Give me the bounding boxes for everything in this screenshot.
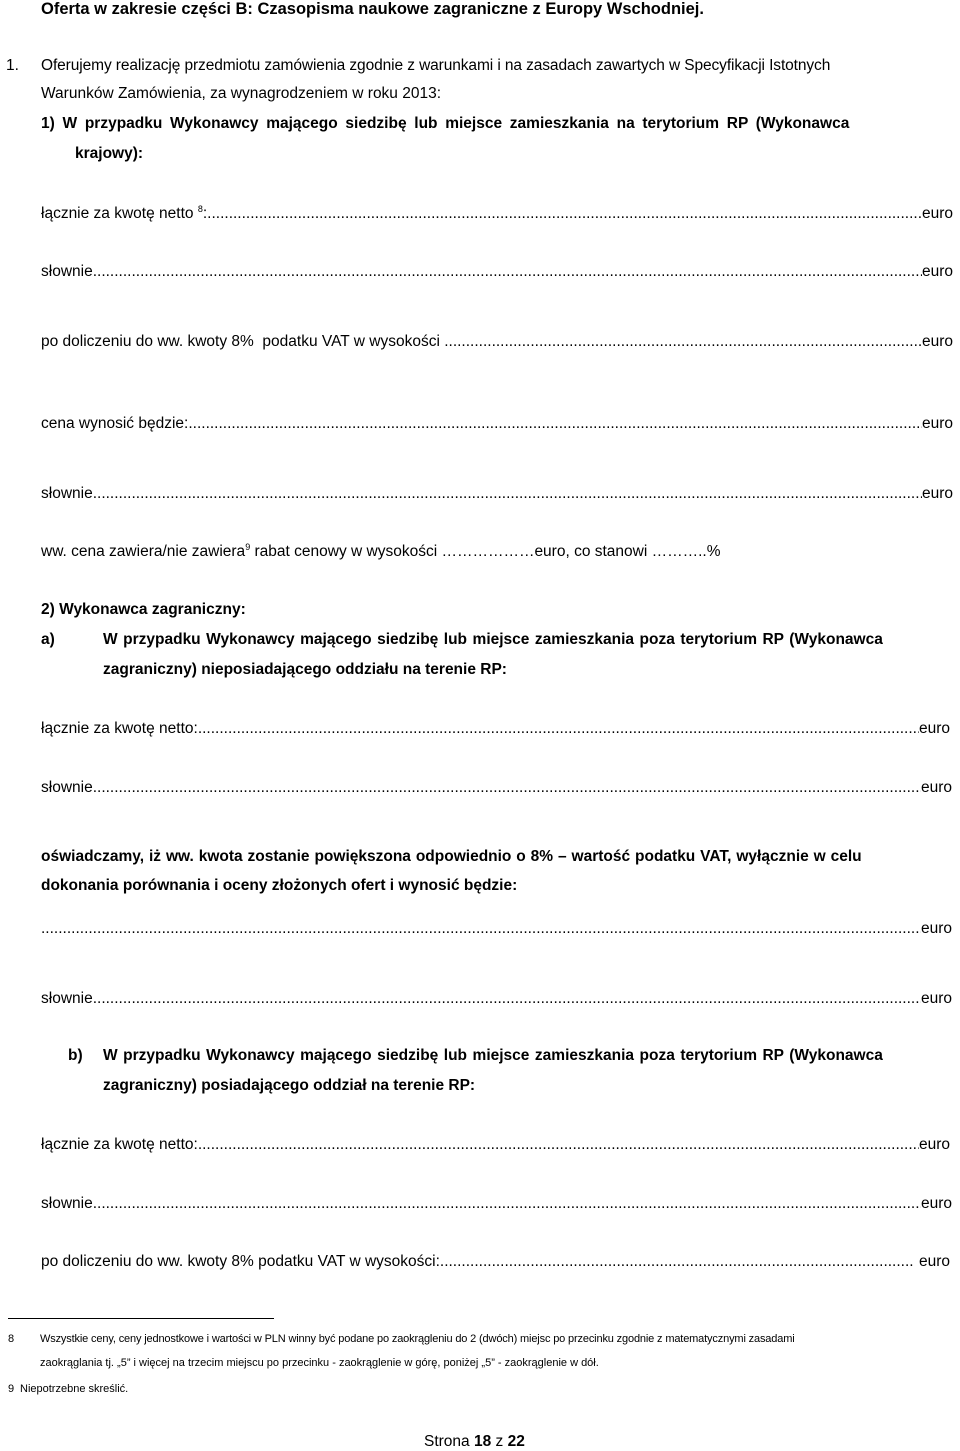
case2b-label: b) <box>68 1047 83 1064</box>
case2a-slownie-field[interactable] <box>41 779 952 797</box>
page-middle: z <box>491 1433 508 1450</box>
page-current: 18 <box>473 1433 492 1450</box>
case2b-slownie-field[interactable] <box>41 1195 952 1213</box>
footnote-8-line-2: zaokrąglania tj. „5” i więcej na trzecim miejscu po przecinku - zaokrąglenie w górę, poniżej „5” - zaokrąglenie w dół. <box>40 1357 599 1369</box>
page-total: 22 <box>507 1433 525 1450</box>
case2b-line-1: W przypadku Wykonawcy mającego siedzibę lub miejsce zamieszkania poza terytorium RP (Wykonawca <box>103 1047 883 1064</box>
statement-line-2: dokonania porównania i oceny złożonych ofert i wynosić będzie: <box>41 877 518 894</box>
netto-colon: : <box>202 205 208 222</box>
page-number <box>424 1433 525 1451</box>
case2a-line-1: W przypadku Wykonawcy mającego siedzibę lub miejsce zamieszkania poza terytorium RP (Wykonawca <box>103 631 883 648</box>
case2b-vat-field[interactable] <box>41 1253 950 1271</box>
case1-cena-slownie-field[interactable] <box>41 485 953 503</box>
netto-label: łącznie za kwotę netto: <box>41 1136 198 1153</box>
page-heading: Oferta w zakresie części B: Czasopisma naukowe zagraniczne z Europy Wschodniej. <box>41 0 704 18</box>
euro-unit: euro <box>918 1136 950 1153</box>
case1-slownie-field[interactable] <box>41 263 953 281</box>
fill-dots <box>198 1136 919 1154</box>
fill-dots <box>440 1253 915 1271</box>
euro-unit: euro <box>921 205 953 222</box>
slownie-label: słownie <box>41 779 93 796</box>
intro-line-2: Warunków Zamówienia, za wynagrodzeniem w roku 2013: <box>41 85 442 102</box>
footnote-separator <box>8 1318 274 1319</box>
netto-label: łącznie za kwotę netto: <box>41 720 198 737</box>
case1-netto-field[interactable] <box>41 205 953 223</box>
footnote-9-number: 9 <box>8 1383 15 1395</box>
euro-unit: euro <box>920 779 952 796</box>
cena-label: cena wynosić będzie: <box>41 415 189 432</box>
rabat-text-a: ww. cena zawiera/nie zawiera <box>41 543 246 560</box>
euro-unit: euro <box>920 990 952 1007</box>
euro-unit: euro <box>920 920 952 937</box>
euro-unit: euro <box>921 263 953 280</box>
slownie-label: słownie <box>41 1195 93 1212</box>
fill-dots <box>207 205 922 223</box>
fill-dots <box>93 779 921 797</box>
euro-unit: euro <box>921 333 953 350</box>
case2b-netto-field[interactable] <box>41 1136 950 1154</box>
fill-dots <box>93 1195 921 1213</box>
vat-label: po doliczeniu do ww. kwoty 8% podatku VAT w wysokości: <box>41 1253 440 1270</box>
fill-dots <box>198 720 919 738</box>
case2a-label: a) <box>41 631 55 648</box>
footnote-8-line-1: Wszystkie ceny, ceny jednostkowe i wartości w PLN winny być podane po zaokrągleniu do 2 (dwóch) miejsc po przecinku zgodnie z matematycznymi zasadami <box>40 1333 795 1345</box>
euro-unit: euro <box>914 1253 950 1270</box>
netto-label: łącznie za kwotę netto <box>41 205 194 222</box>
euro-unit: euro <box>920 1195 952 1212</box>
rabat-line <box>41 543 721 561</box>
rabat-text-b: rabat cenowy w wysokości ………………euro, co stanowi ………..% <box>250 543 721 560</box>
case2a-line-2: zagraniczny) nieposiadającego oddziału na terenie RP: <box>103 661 507 678</box>
footnote-8-number: 8 <box>8 1333 15 1345</box>
fill-dots <box>444 333 922 351</box>
slownie-label: słownie <box>41 990 93 1007</box>
fill-dots <box>93 485 922 503</box>
case1-cena-field[interactable] <box>41 415 953 433</box>
case1-heading-line-2: krajowy): <box>75 145 144 162</box>
page-prefix: Strona <box>424 1433 474 1450</box>
case1-heading-line-1: 1) W przypadku Wykonawcy mającego siedzibę lub miejsce zamieszkania na terytorium RP (Wykonawca <box>41 115 850 132</box>
fill-dots <box>93 263 922 281</box>
footnote-9-text: Niepotrzebne skreślić. <box>20 1383 129 1395</box>
case2b-line-2: zagraniczny) posiadającego oddział na terenie RP: <box>103 1077 476 1094</box>
footnote-ref-9: 9 <box>245 542 251 552</box>
section-number: 1. <box>6 57 19 74</box>
case2a-amount-field[interactable] <box>41 920 952 938</box>
vat-label: po doliczeniu do ww. kwoty 8% podatku VAT w wysokości <box>41 333 445 350</box>
euro-unit: euro <box>918 720 950 737</box>
case1-vat-field[interactable] <box>41 333 953 351</box>
footnote-ref-8: 8 <box>197 204 203 214</box>
euro-unit: euro <box>921 485 953 502</box>
fill-dots <box>188 415 922 433</box>
slownie-label: słownie <box>41 485 93 502</box>
case2a-netto-field[interactable] <box>41 720 950 738</box>
case2a-amount-slownie-field[interactable] <box>41 990 952 1008</box>
slownie-label: słownie <box>41 263 93 280</box>
intro-line-1: Oferujemy realizację przedmiotu zamówienia zgodnie z warunkami i na zasadach zawartych w Specyfikacji Istotnych <box>41 57 831 74</box>
fill-dots <box>93 990 921 1008</box>
statement-line-1: oświadczamy, iż ww. kwota zostanie powiększona odpowiednio o 8% – wartość podatku VAT, wyłącznie w celu <box>41 848 862 865</box>
fill-dots <box>41 920 921 938</box>
euro-unit: euro <box>921 415 953 432</box>
case2-heading: 2) Wykonawca zagraniczny: <box>41 601 246 618</box>
